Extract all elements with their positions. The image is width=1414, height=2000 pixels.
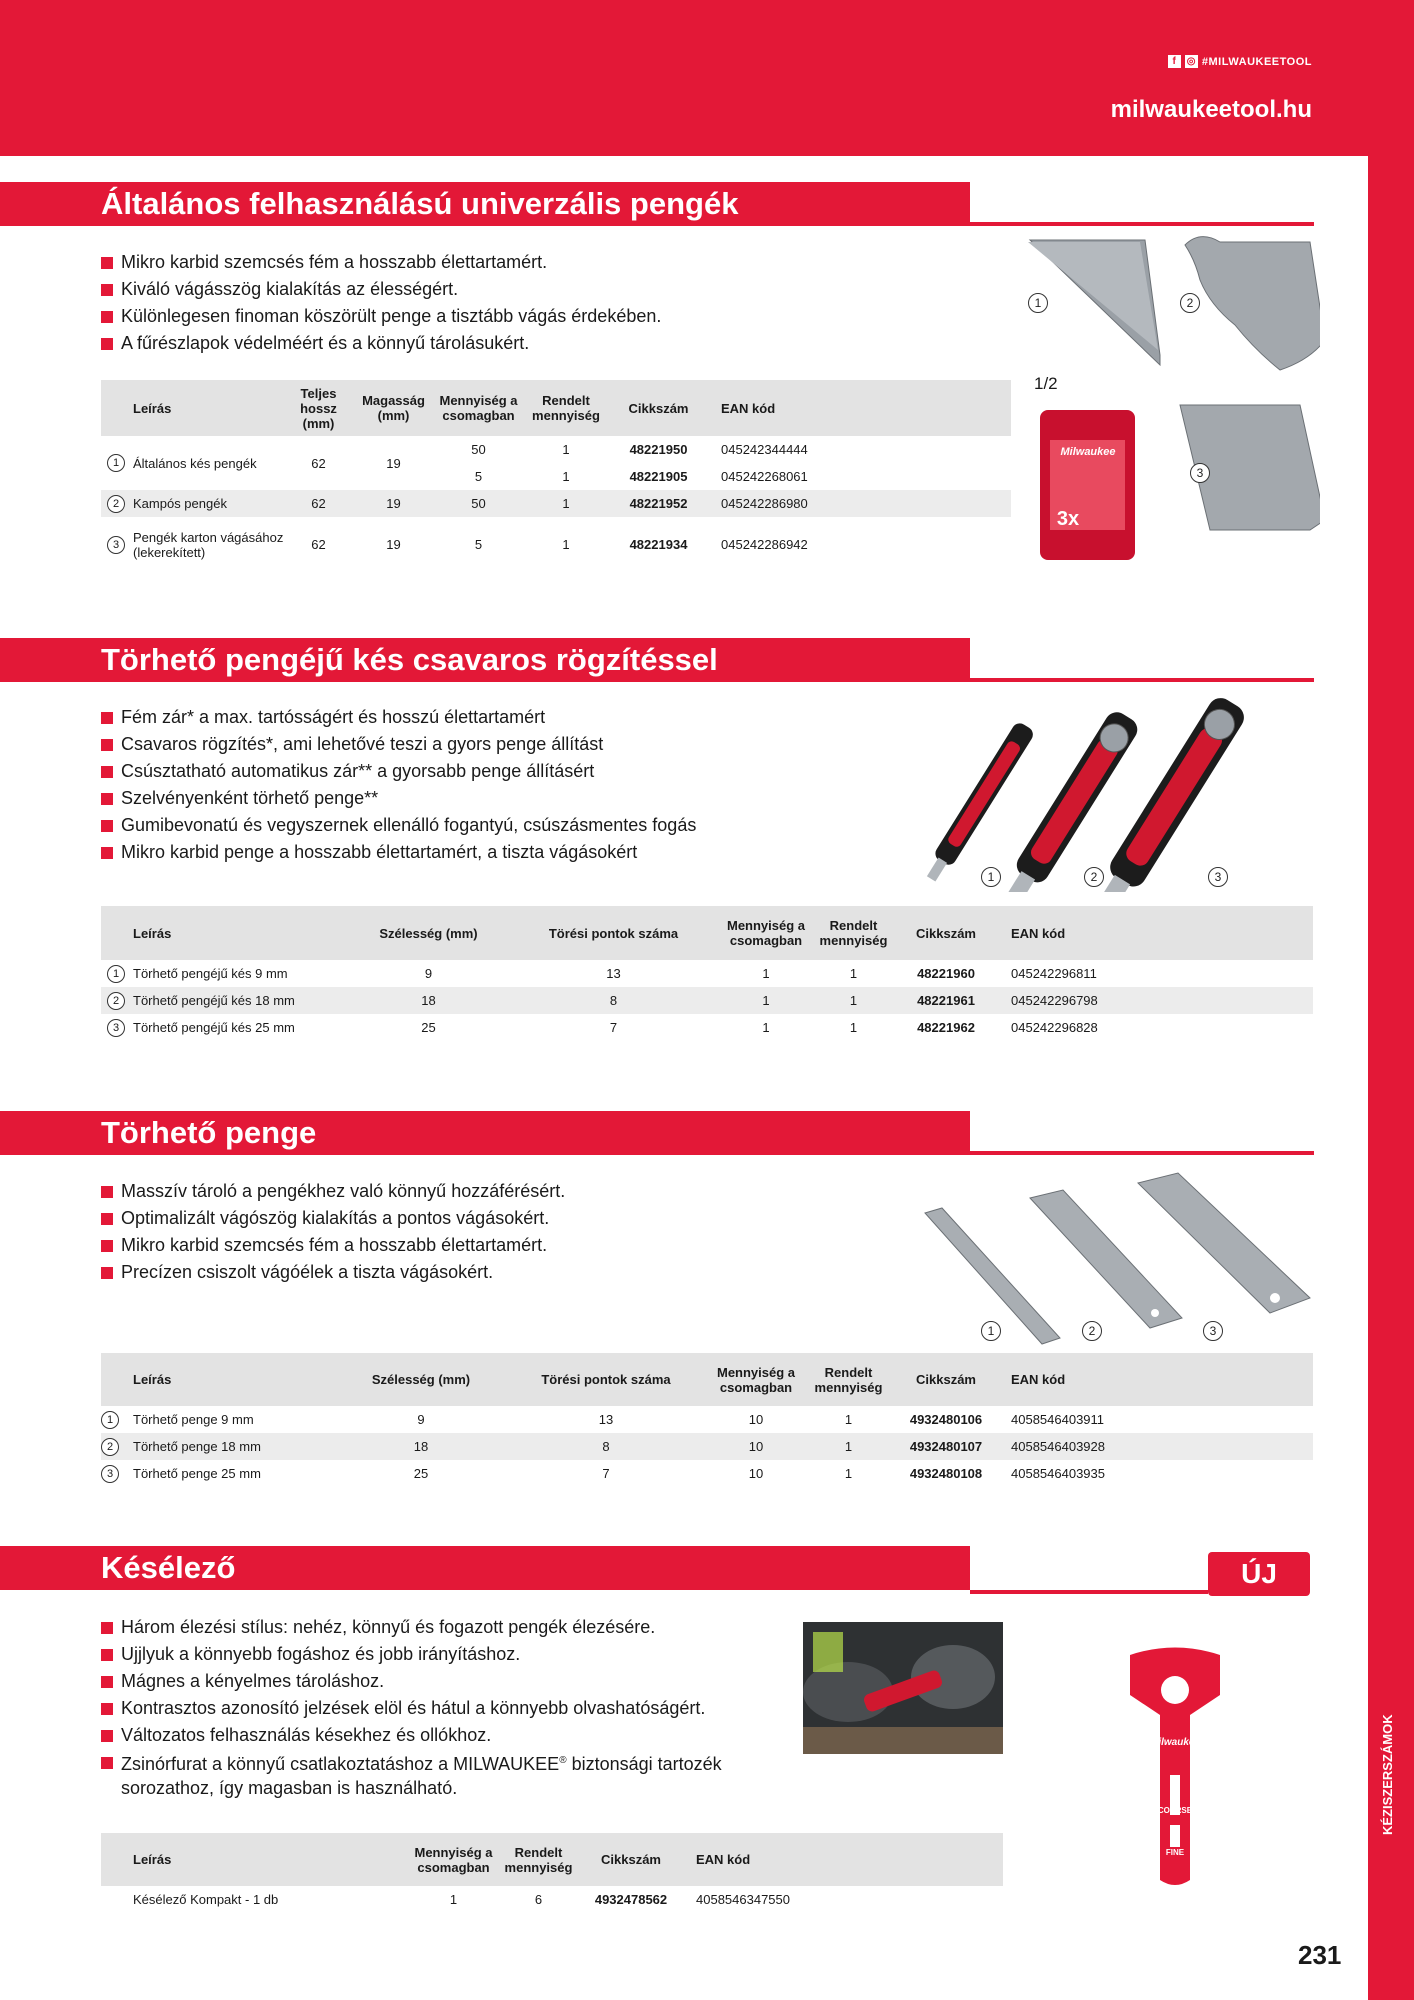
utility-blade-shine [1028,242,1158,350]
hashtag: #MILWAUKEETOOL [1201,55,1312,68]
image-number: 2 [1082,1321,1102,1341]
knife-images [918,692,1298,892]
feature-list [101,1178,565,1286]
snap-blade-images [920,1168,1315,1348]
title-underline [970,1151,1314,1155]
usage-photo [803,1622,1003,1754]
spec-table [101,906,1313,1041]
table-row: 1 Törhető pengéjű kés 9 mm 9 13 1 1 48221960 045242296811 [101,960,1313,987]
blade-images [1010,230,1320,570]
table-row: 3 Törhető penge 25 mm 25 7 10 1 4932480108 4058546403935 [101,1460,1313,1487]
knife-18mm-grip [1028,736,1121,866]
usage-photo-art [803,1622,1003,1754]
list-item: Mágnes a kényelmes tároláshoz. [101,1668,801,1695]
list-item: Mikro karbid szemcsés fém a hosszabb élettartamért. [101,1232,565,1259]
image-number: 3 [1208,867,1228,887]
coarse-label: COARSE [1157,1806,1193,1815]
number-badge: 1 [107,454,125,472]
table-row: 5 1 48221905 045242268061 [474,469,808,484]
table-header: Leírás Szélesség (mm) Törési pontok száma Mennyiség a csomagban Rendelt mennyiség Cikkszám EAN kód [101,1353,1313,1406]
sharpener-brand: Milwaukee [1149,1737,1201,1748]
list-item: Zsinórfurat a könnyű csatlakoztatáshoz a MILWAUKEE® biztonsági tartozék sorozathoz, így magasban is használható. [101,1749,801,1800]
image-number: 1 [981,867,1001,887]
title-underline [970,1590,1208,1594]
list-item: Csavaros rögzítés*, ami lehetővé teszi a gyors penge állítást [101,731,696,758]
table-row: 1 Általános kés pengék 62 19 50 1 48221950 045242344444 [101,436,1011,463]
knife-9mm-blade [927,858,947,882]
number-badge: 1 [101,1411,119,1429]
image-number: 3 [1203,1321,1223,1341]
snap-blade-18mm-image [1030,1190,1182,1328]
list-item: Fém zár* a max. tartósságért és hosszú élettartamért [101,704,696,731]
list-item: Különlegesen finoman köszörült penge a tisztább vágás érdekében. [101,303,661,330]
list-item: Kontrasztos azonosító jelzések elöl és hátul a könnyebb olvashatóságért. [101,1695,801,1722]
table-row: 2 Kampós pengék 62 19 50 1 48221952 045242286980 [101,490,1011,517]
page-number: 231 [1298,1940,1342,1970]
header-band [0,0,1414,156]
title-underline [970,678,1314,682]
number-badge: 3 [107,536,125,554]
section-title: Törhető pengéjű kés csavaros rögzítéssel [0,638,970,682]
table-header: Leírás Teljes hossz (mm) Magasság (mm) Mennyiség a csomagban Rendelt mennyiség Cikkszám EAN kód [101,380,1011,436]
list-item: Mikro karbid szemcsés fém a hosszabb élettartamért. [101,249,661,276]
image-number: 2 [1180,293,1200,313]
list-item: Három élezési stílus: nehéz, könnyű és fogazott pengék élezésére. [101,1614,801,1641]
feature-list [101,1614,801,1800]
image-number: 1 [1028,293,1048,313]
list-item: Masszív tároló a pengékhez való könnyű hozzáférésért. [101,1178,565,1205]
table-row: 2 Törhető pengéjű kés 18 mm 18 8 1 1 48221961 045242296798 [101,987,1313,1014]
image-number: 2 [1084,867,1104,887]
spec-table [101,380,1011,572]
title-underline [970,222,1314,226]
table-header: Leírás Mennyiség a csomagban Rendelt mennyiség Cikkszám EAN kód [101,1833,1003,1886]
list-item: Csúsztatható automatikus zár** a gyorsabb penge állításért [101,758,696,785]
image-number: 1 [981,1321,1001,1341]
knife-25mm-grip [1123,725,1225,869]
table-row: 2 Törhető penge 18 mm 18 8 10 1 4932480107 4058546403928 [101,1433,1313,1460]
snap-blade-25mm-image [1138,1173,1310,1313]
social-bar [1168,55,1312,68]
list-item: Precízen csiszolt vágóélek a tiszta vágásokért. [101,1259,565,1286]
fine-label: FINE [1165,1848,1185,1857]
number-badge: 2 [101,1438,119,1456]
dispenser-brand: Milwaukee [1060,446,1116,458]
feature-list [101,249,661,357]
list-item: Ujjlyuk a könnyebb fogáshoz és jobb irányításhoz. [101,1641,801,1668]
section-title: Általános felhasználású univerzális pengék [0,182,970,226]
website-link[interactable]: milwaukeetool.hu [1110,96,1312,123]
table-row: 1 Törhető penge 9 mm 9 13 10 1 4932480106 4058546403911 [101,1406,1313,1433]
number-badge: 2 [107,992,125,1010]
number-badge: 1 [107,965,125,983]
table-row: 3 Pengék karton vágásához (lekerekített) 62 19 5 1 48221934 045242286942 [101,517,1011,572]
spec-table [101,1833,1003,1913]
number-badge: 3 [107,1019,125,1037]
knife-sharpener-image [1120,1645,1230,1890]
facebook-icon[interactable]: f [1168,55,1181,68]
fine-slot [1170,1825,1180,1847]
list-item: A fűrészlapok védelméért és a könnyű tárolásukért. [101,330,661,357]
blade-hole [1270,1293,1280,1303]
number-badge: 2 [107,495,125,513]
side-label: KÉZISZERSZÁMOK [1380,1714,1395,1835]
list-item: Szelvényenként törhető penge** [101,785,696,812]
image-number: 1/2 [1034,374,1058,393]
list-item: Mikro karbid penge a hosszabb élettartamért, a tiszta vágásokért [101,839,696,866]
hook-blade-image [1185,237,1320,370]
section-title: Törhető penge [0,1111,970,1155]
finger-hole [1161,1676,1189,1704]
table-row: Késélező Kompakt - 1 db 1 6 4932478562 4058546347550 [133,1892,790,1907]
list-item: Változatos felhasználás késekhez és ollókhoz. [101,1722,801,1749]
list-item: Gumibevonatú és vegyszernek ellenálló fogantyú, csúszásmentes fogás [101,812,696,839]
table-header: Leírás Szélesség (mm) Törési pontok száma Mennyiség a csomagban Rendelt mennyiség Cikkszám EAN kód [101,906,1313,960]
section-title: Késélező [0,1546,970,1590]
side-band [1368,0,1414,2000]
list-item: Optimalizált vágószög kialakítás a pontos vágásokért. [101,1205,565,1232]
number-badge: 3 [101,1465,119,1483]
knife-9mm-grip [946,739,1021,848]
spec-table [101,1353,1313,1487]
new-badge: ÚJ [1208,1552,1310,1596]
instagram-icon[interactable]: ◎ [1186,56,1197,67]
image-number: 3 [1190,463,1210,483]
list-item: Kiváló vágásszög kialakítás az élességért. [101,276,661,303]
feature-list [101,704,696,866]
table-row: 3 Törhető pengéjű kés 25 mm 25 7 1 1 48221962 045242296828 [101,1014,1313,1041]
blade-hole [1151,1309,1159,1317]
dispenser-badge: 3x [1056,508,1080,530]
